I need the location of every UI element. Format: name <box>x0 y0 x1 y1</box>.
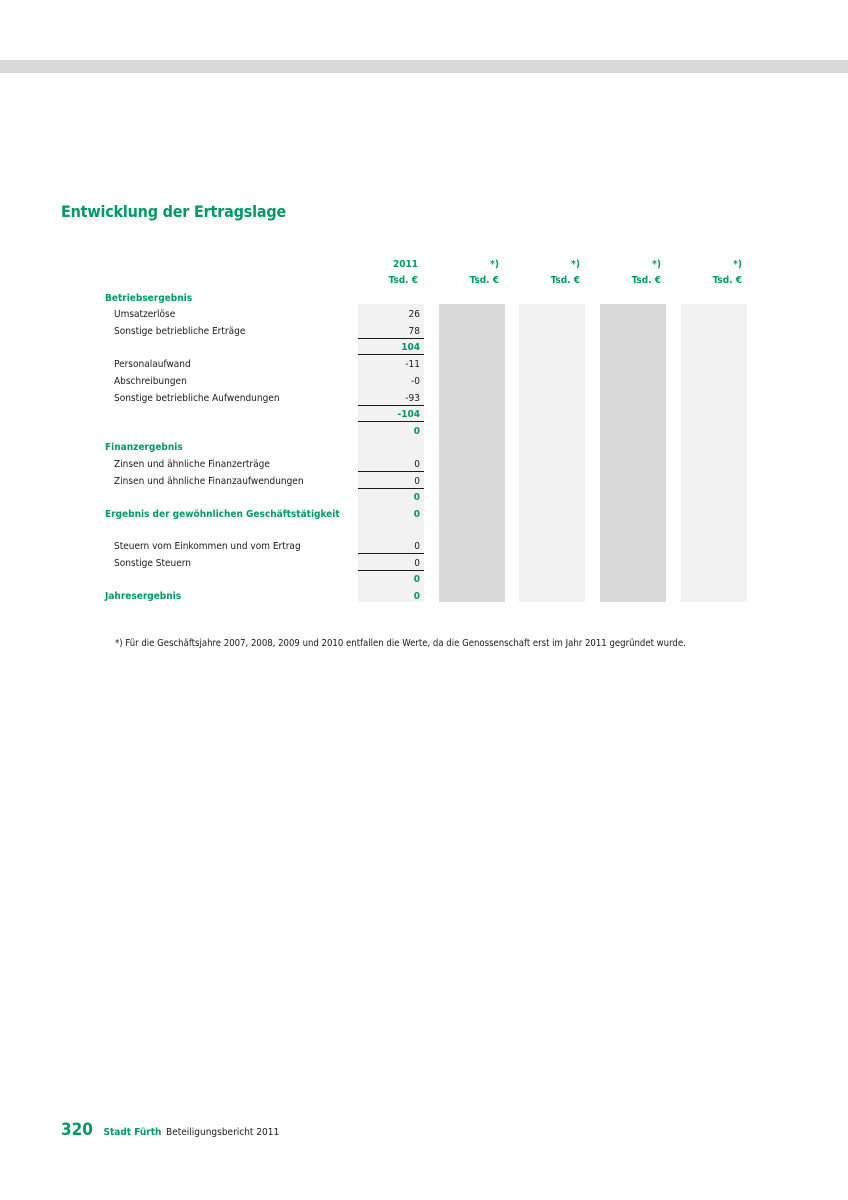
subtotal-value: -104 <box>397 409 420 420</box>
row-label: Jahresergebnis <box>105 591 182 602</box>
table-row-subtotal <box>0 489 848 505</box>
table-row-finanzergebnis <box>0 439 848 455</box>
table-row <box>0 373 848 389</box>
column-year-5: *) <box>733 259 742 270</box>
row-value: -93 <box>405 393 420 404</box>
table-row-egt <box>0 506 848 522</box>
row-value: 0 <box>413 591 420 602</box>
page-number: 320 <box>61 1120 93 1140</box>
footnote: *) Für die Geschäftsjahre 2007, 2008, 2009 und 2010 entfallen die Werte, da die Genossenschaft erst im Jahr 2011 gegründet wurde. <box>115 638 686 649</box>
table-row-total <box>0 423 848 439</box>
table-row <box>0 538 848 554</box>
table-row <box>0 306 848 322</box>
row-value: 26 <box>408 309 420 320</box>
row-label: Personalaufwand <box>114 359 191 370</box>
subtotal-value: 104 <box>401 342 420 353</box>
row-label: Abschreibungen <box>114 376 187 387</box>
row-label: Betriebsergebnis <box>105 293 193 304</box>
column-year-4: *) <box>652 259 661 270</box>
column-year-2: *) <box>490 259 499 270</box>
row-value: 78 <box>408 326 420 337</box>
row-label: Steuern vom Einkommen und vom Ertrag <box>114 541 301 552</box>
row-label: Ergebnis der gewöhnlichen Geschäftstätigkeit <box>105 509 340 520</box>
footer-org: Stadt Fürth <box>103 1127 162 1138</box>
column-unit-3: Tsd. € <box>550 275 580 286</box>
column-year-2011: 2011 <box>392 259 418 270</box>
table-row-jahresergebnis <box>0 588 848 604</box>
table-row-subtotal <box>0 571 848 587</box>
column-unit-5: Tsd. € <box>712 275 742 286</box>
table-row-subtotal <box>0 406 848 422</box>
row-value: 0 <box>414 459 420 470</box>
table-row <box>0 356 848 372</box>
table-row <box>0 390 848 406</box>
row-label: Sonstige betriebliche Erträge <box>114 326 246 337</box>
row-value: 0 <box>414 558 420 569</box>
footer-doc-title: Beteiligungsbericht 2011 <box>166 1127 280 1138</box>
sum-rule <box>358 471 424 472</box>
column-unit-2011: Tsd. € <box>388 275 418 286</box>
table-row <box>0 456 848 472</box>
sum-rule <box>358 553 424 554</box>
row-value: 0 <box>413 509 420 520</box>
column-unit-2: Tsd. € <box>469 275 499 286</box>
row-label: Finanzergebnis <box>105 442 183 453</box>
subtotal-value: 0 <box>413 492 420 503</box>
table-row <box>0 555 848 571</box>
sum-rule <box>358 354 424 355</box>
table-row <box>0 473 848 489</box>
column-unit-4: Tsd. € <box>631 275 661 286</box>
table-row-betriebsergebnis <box>0 290 848 306</box>
row-label: Sonstige betriebliche Aufwendungen <box>114 393 280 404</box>
table-row <box>0 323 848 339</box>
page-footer <box>61 1120 279 1140</box>
subtotal-value: 0 <box>413 574 420 585</box>
table-row-subtotal <box>0 339 848 355</box>
row-label: Sonstige Steuern <box>114 558 191 569</box>
row-value: 0 <box>414 476 420 487</box>
row-value: -0 <box>411 376 420 387</box>
row-label: Zinsen und ähnliche Finanzaufwendungen <box>114 476 304 487</box>
row-value: -11 <box>405 359 420 370</box>
section-title: Entwicklung der Ertragslage <box>61 202 287 221</box>
row-label: Zinsen und ähnliche Finanzerträge <box>114 459 270 470</box>
column-year-3: *) <box>571 259 580 270</box>
sum-rule <box>358 421 424 422</box>
row-label: Umsatzerlöse <box>114 309 176 320</box>
header-bar <box>0 60 848 73</box>
row-value: 0 <box>414 541 420 552</box>
total-value: 0 <box>413 426 420 437</box>
